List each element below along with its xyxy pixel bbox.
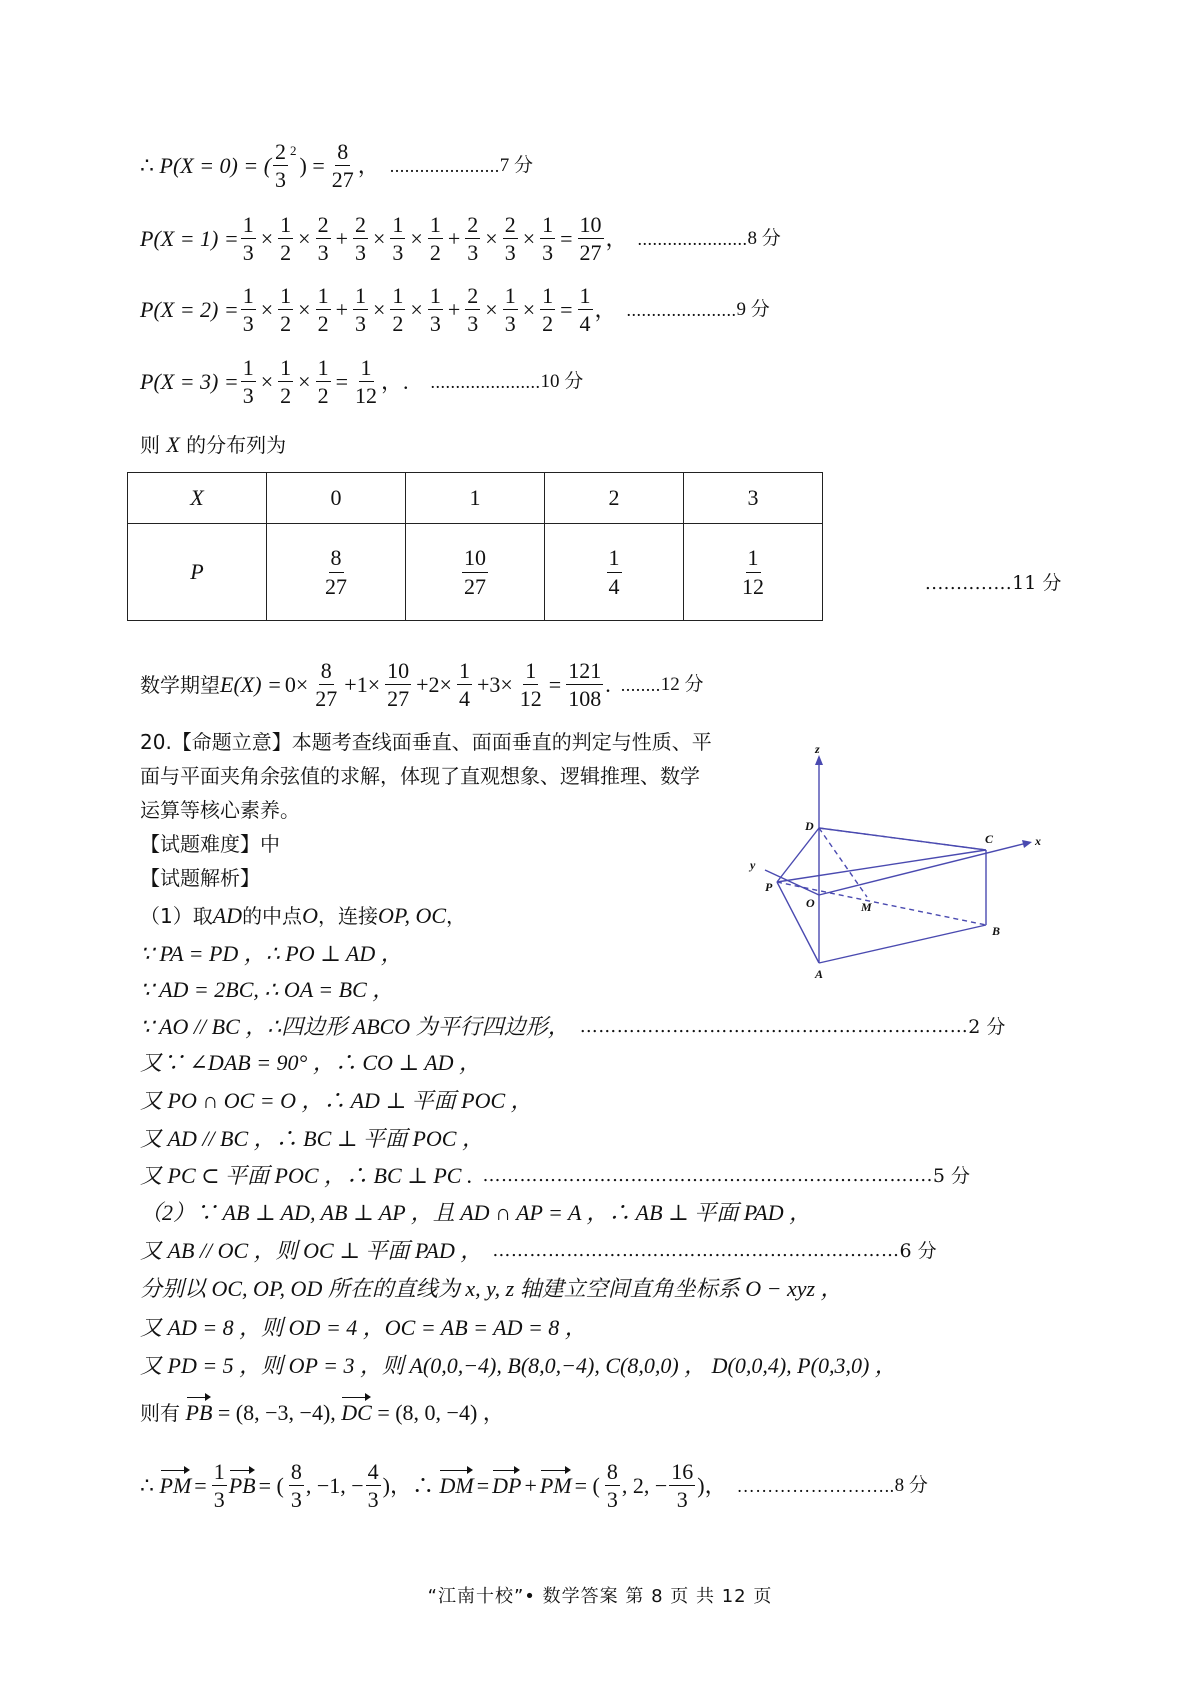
op: + [447, 296, 461, 322]
op: × [298, 368, 311, 394]
frac-den: 3 [213, 1487, 225, 1513]
x-axis-arrow-icon [1022, 840, 1032, 848]
table-cell [267, 524, 406, 621]
op: × [298, 296, 311, 322]
frac [540, 284, 555, 335]
frac-num: 1 [278, 356, 293, 382]
frac [740, 546, 766, 597]
y-axis [765, 870, 819, 895]
op: +3× [476, 671, 513, 697]
frac-den: 2 [429, 240, 441, 266]
punct: ， [594, 296, 617, 322]
vector-dc: DC [341, 1400, 372, 1425]
frac-den: 3 [504, 240, 516, 266]
op: × [522, 225, 536, 251]
step-6 [140, 1090, 533, 1112]
step-8 [140, 1165, 970, 1187]
table-cell: 0 [267, 473, 406, 524]
dots: …………………….. [736, 1475, 895, 1496]
x-axis [819, 843, 1027, 895]
vector-pb: PB [185, 1400, 213, 1425]
expectation-result [566, 659, 603, 710]
table-cell: 1 [406, 473, 545, 524]
frac-num: 8 [289, 1460, 304, 1486]
vector-dp: DP [492, 1472, 522, 1498]
analysis-text: 【试题解析】 [140, 866, 260, 890]
frac-den: 3 [392, 240, 404, 266]
frac [607, 546, 622, 597]
step-text: 又 AD // BC ，∴ BC ⊥ 平面 POC ， [140, 1126, 484, 1151]
vector-pb: PB [228, 1472, 256, 1498]
frac-den: 2 [542, 311, 554, 337]
op: = [560, 296, 573, 322]
frac [212, 1460, 227, 1511]
step-text: 又 AD = 8 ，则 OD = 4 ，OC = AB = AD = 8 ， [140, 1315, 587, 1340]
frac-den: 2 [280, 383, 292, 409]
op: + [447, 225, 461, 251]
vector-dm: DM [439, 1472, 474, 1498]
frac-num: 1 [746, 546, 761, 572]
op: × [485, 296, 498, 322]
frac [457, 659, 472, 710]
frac-num: 1 [540, 284, 555, 310]
step-11 [140, 1278, 843, 1300]
frac-num: 2 [465, 284, 480, 310]
table-cell [684, 524, 823, 621]
frac [503, 213, 518, 264]
intro-post: 的分布列为 [186, 433, 287, 457]
step-5 [140, 1052, 481, 1074]
intro-var: X [166, 432, 180, 457]
frac [241, 284, 256, 335]
step-text: ，连接 [317, 904, 378, 928]
punct: . [605, 671, 611, 697]
frac-num: 10 [385, 659, 411, 685]
dots: ........ [620, 674, 661, 695]
frac-den: 3 [542, 240, 554, 266]
frac [316, 284, 331, 335]
frac-num: 1 [316, 356, 331, 382]
distribution-intro [140, 434, 286, 456]
step-9 [140, 1202, 811, 1224]
prob-x3-result [353, 356, 379, 407]
q20-heading-text: 运算等核心素养。 [140, 798, 300, 822]
label-p: P [765, 880, 773, 894]
frac [428, 284, 443, 335]
op: × [485, 225, 498, 251]
frac [465, 213, 480, 264]
step-text: （2）∵ AB ⊥ AD, AB ⊥ AP ，且 AD ∩ AP = A ，∴ AB ⊥ 平面 PAD ， [140, 1200, 812, 1225]
prob-x2-result [578, 284, 593, 335]
step-text: ∵ AD = 2BC, ∴ OA = BC ， [140, 977, 395, 1002]
table-cell: 3 [684, 473, 823, 524]
step-text: 又∵ ∠DAB = 90° ，∴ CO ⊥ AD ， [140, 1050, 482, 1075]
step-12 [140, 1317, 587, 1339]
label-y: y [750, 858, 756, 872]
distribution-table [127, 472, 823, 621]
frac-num: 4 [366, 1460, 381, 1486]
frac [518, 659, 544, 710]
prob-x0-line [140, 140, 533, 191]
op: × [410, 225, 423, 251]
eq-sign: ) = [299, 152, 325, 178]
frac [385, 659, 411, 710]
frac-den: 12 [355, 383, 377, 409]
frac-den: 3 [606, 1487, 618, 1513]
frac [353, 213, 368, 264]
label-o: O [806, 896, 815, 910]
frac-num: 2 [465, 213, 480, 239]
label-a: A [815, 967, 824, 981]
step-14 [140, 1402, 505, 1424]
op: × [373, 296, 386, 322]
step-text: 分别以 OC, OP, OD 所在的直线为 x, y, z 轴建立空间直角坐标系 O − xyz ， [140, 1276, 843, 1301]
step-4 [140, 1016, 1005, 1038]
frac-num: 1 [428, 213, 443, 239]
frac-den: 3 [676, 1487, 688, 1513]
score-label: 5 分 [932, 1164, 970, 1187]
frac-num: 1 [390, 284, 405, 310]
frac-num: 1 [457, 659, 472, 685]
frac-den: 27 [464, 573, 486, 599]
score-label: 8 分 [894, 1475, 928, 1497]
op: × [260, 296, 274, 322]
therefore-symbol: ∴ [140, 152, 154, 178]
score-label: 2 分 [968, 1015, 1006, 1038]
frac-num: 1 [523, 659, 538, 685]
frac-num: 2 [503, 213, 518, 239]
punct: ， [446, 904, 467, 928]
score-label: 10 分 [540, 371, 584, 393]
frac-den: 3 [467, 240, 479, 266]
frac [503, 284, 518, 335]
op: 0× [284, 671, 309, 697]
dots: .............. [925, 572, 1013, 594]
dots: ……………………………………………………… [579, 1016, 969, 1037]
frac-num: 1 [353, 284, 368, 310]
frac [278, 213, 293, 264]
edge-dp [777, 828, 819, 882]
prob-x3-line [140, 356, 583, 407]
prob-x1-lhs: P(X = 1) = [140, 225, 239, 251]
frac-den: 27 [579, 240, 602, 266]
step-text: （1）取 [140, 904, 213, 928]
step-text: )，∴ [382, 1472, 434, 1498]
frac [323, 546, 349, 597]
frac-den: 3 [367, 1487, 379, 1513]
frac-num: 10 [578, 213, 604, 239]
step-1 [140, 905, 466, 927]
frac-num: 1 [578, 284, 593, 310]
dots: ...................... [637, 228, 748, 249]
dots: …………………………………………………………….... [482, 1165, 933, 1186]
frac-num: 1 [241, 356, 256, 382]
table-header-p: P [128, 524, 267, 621]
table-cell [545, 524, 684, 621]
frac-den: 27 [325, 573, 347, 599]
label-d: D [805, 819, 814, 833]
op: +2× [416, 671, 452, 697]
difficulty-text: 【试题难度】中 [140, 832, 280, 856]
frac [366, 1460, 381, 1511]
frac-den: 3 [242, 311, 254, 337]
step-text: = (8, −3, −4), [217, 1400, 336, 1425]
pyramid-coordinate-figure [735, 745, 1045, 995]
table-row [128, 473, 823, 524]
base-fraction [273, 140, 288, 191]
score-label: 7 分 [499, 155, 534, 177]
segments-op-oc: OP, OC [377, 903, 447, 928]
frac-num: 10 [462, 546, 488, 572]
frac-num: 8 [329, 546, 344, 572]
frac-num: 8 [335, 140, 350, 166]
segment-ad: AD [212, 903, 243, 928]
op: = [560, 225, 573, 251]
step-text: ∵ PA = PD ，∴ PO ⊥ AD ， [140, 941, 403, 966]
frac-den: 3 [317, 240, 329, 266]
prob-x3-lhs: P(X = 3) = [140, 368, 239, 394]
frac-num: 1 [607, 546, 622, 572]
frac-den: 3 [355, 240, 366, 266]
op: × [260, 368, 274, 394]
prob-x2-line [140, 284, 770, 335]
frac-den: 3 [429, 311, 441, 337]
frac-num: 1 [540, 213, 555, 239]
frac-den: 27 [315, 686, 338, 712]
score-label: 8 分 [747, 228, 781, 250]
punct: ， [605, 225, 628, 251]
dots: ...................... [389, 155, 500, 176]
op: = [548, 671, 562, 697]
op: + [335, 296, 348, 322]
expectation-label: 数学期望 [140, 672, 220, 697]
frac [278, 284, 293, 335]
frac [390, 213, 405, 264]
q20-analysis-title [140, 868, 260, 888]
op: + [335, 225, 348, 251]
dots: …………………………………………………...…… [492, 1240, 900, 1261]
dashed-dm [819, 828, 867, 897]
frac-den: 3 [275, 167, 287, 193]
q20-heading-text: 20.【命题立意】本题考查线面垂直、面面垂直的判定与性质、平 [140, 730, 712, 754]
frac-num: 1 [241, 213, 256, 239]
op: = [194, 1472, 207, 1498]
frac-num: 1 [428, 284, 443, 310]
edge-pc [777, 850, 986, 882]
step-text: 又 PC ⊂ 平面 POC ，∴ BC ⊥ PC . [140, 1163, 473, 1188]
frac-num: 1 [212, 1460, 227, 1486]
frac-den: 2 [280, 240, 292, 266]
frac [289, 1460, 304, 1511]
frac-num: 8 [605, 1460, 620, 1486]
step-text: 则有 [140, 1401, 180, 1425]
prob-x2-lhs: P(X = 2) = [140, 296, 239, 322]
frac-den: 4 [579, 311, 591, 337]
prob-x1-line [140, 213, 781, 264]
frac [316, 213, 331, 264]
prob-x1-result [578, 213, 604, 264]
prob-x0-lhs: P(X = 0) = ( [159, 152, 272, 178]
punct: ， [357, 152, 380, 178]
score-label: 12 分 [660, 674, 704, 696]
op: = ( [574, 1472, 600, 1498]
frac-num: 1 [316, 284, 331, 310]
punct: ，. [381, 368, 409, 394]
frac-den: 2 [317, 311, 329, 337]
step-text: 又 PO ∩ OC = O ，∴ AD ⊥ 平面 POC ， [140, 1088, 533, 1113]
frac [669, 1460, 695, 1511]
op: +1× [344, 671, 381, 697]
frac-den: 27 [387, 686, 410, 712]
frac [353, 284, 368, 335]
label-m: M [861, 900, 872, 914]
footer-text: “江南十校”• 数学答案 第 8 页 共 12 页 [427, 1586, 773, 1607]
frac-num: 2 [273, 140, 288, 166]
frac-num: 1 [278, 284, 293, 310]
step-text: )， [697, 1472, 727, 1498]
frac-den: 27 [331, 167, 354, 193]
frac-den: 3 [467, 311, 479, 337]
z-axis-arrow-icon [815, 755, 823, 765]
frac-den: 3 [242, 383, 254, 409]
edge-pa [777, 882, 819, 963]
frac-num: 1 [503, 284, 518, 310]
step-text: 又 PD = 5 ，则 OP = 3 ，则 A(0,0,−4), B(8,0,−4), C(8,0,0) ， D(0,0,4), P(0,3,0) ， [140, 1353, 897, 1378]
op: × [298, 225, 311, 251]
table-cell: 2 [545, 473, 684, 524]
step-10 [140, 1240, 937, 1262]
frac-den: 2 [317, 383, 329, 409]
step-3 [140, 979, 394, 1001]
point-o: O [302, 903, 318, 928]
frac-den: 12 [742, 573, 764, 599]
frac [278, 356, 293, 407]
label-z: z [815, 745, 820, 756]
step-text: , 2, − [621, 1472, 668, 1498]
step-2 [140, 943, 403, 965]
frac-den: 3 [504, 311, 516, 337]
frac-num: 16 [669, 1460, 695, 1486]
therefore-symbol: ∴ [140, 1472, 154, 1498]
frac-den: 2 [280, 311, 292, 337]
q20-heading-2 [140, 766, 700, 786]
step-text: 又 AB // OC ，则 OC ⊥ 平面 PAD ， [140, 1238, 483, 1263]
prob-x0-result [330, 140, 356, 191]
label-c: C [985, 832, 994, 846]
frac-num: 121 [566, 659, 603, 685]
score-label: 11 分 [1012, 572, 1062, 594]
frac [462, 546, 488, 597]
frac-den: 4 [458, 686, 470, 712]
dots: ...................... [626, 299, 737, 320]
step-7 [140, 1128, 484, 1150]
frac [241, 213, 256, 264]
frac-num: 8 [319, 659, 334, 685]
op: × [410, 296, 423, 322]
expectation-line [140, 659, 703, 710]
page-footer [0, 1582, 1200, 1608]
frac [241, 356, 256, 407]
exponent: 2 [290, 143, 297, 158]
q20-difficulty [140, 834, 280, 854]
frac-num: 1 [278, 213, 293, 239]
frac [465, 284, 480, 335]
op: = ( [258, 1472, 284, 1498]
frac-den: 108 [568, 686, 602, 712]
frac-den: 3 [242, 240, 254, 266]
table-cell [406, 524, 545, 621]
frac [540, 213, 555, 264]
q20-heading [140, 732, 712, 752]
frac-den: 3 [290, 1487, 302, 1513]
frac-num: 2 [353, 213, 368, 239]
frac-den: 3 [355, 311, 366, 337]
q20-heading-3 [140, 800, 300, 820]
step-text: ∵ AO // BC ，∴四边形 ABCO 为平行四边形， [140, 1014, 570, 1039]
expectation-lhs: E(X) = [220, 671, 282, 697]
score-label: 6 分 [899, 1239, 937, 1262]
vector-pm: PM [159, 1472, 192, 1498]
op: × [260, 225, 274, 251]
step-15 [140, 1460, 928, 1511]
table-header-x: X [128, 473, 267, 524]
frac [316, 356, 331, 407]
frac [390, 284, 405, 335]
op: × [522, 296, 536, 322]
step-text: , −1, − [305, 1472, 364, 1498]
frac-num: 1 [241, 284, 256, 310]
frac-num: 1 [390, 213, 405, 239]
label-x: x [1035, 834, 1041, 848]
q20-heading-text: 面与平面夹角余弦值的求解，体现了直观想象、逻辑推理、数学 [140, 764, 700, 788]
frac [428, 213, 443, 264]
op: × [373, 225, 386, 251]
edge-ba [819, 925, 986, 963]
score-label: 9 分 [736, 299, 770, 321]
table-row [128, 524, 823, 621]
frac-den: 4 [608, 573, 620, 599]
frac-num: 1 [359, 356, 374, 382]
dots: ...................... [430, 371, 541, 392]
op: + [524, 1472, 537, 1498]
frac-den: 12 [519, 686, 542, 712]
intro-pre: 则 [140, 433, 160, 457]
step-text: = (8, 0, −4) ， [377, 1400, 505, 1425]
frac-den: 2 [392, 311, 404, 337]
table-score [925, 574, 1061, 593]
step-text: 的中点 [242, 904, 303, 928]
frac-num: 2 [316, 213, 331, 239]
frac [313, 659, 339, 710]
frac [605, 1460, 620, 1511]
label-b: B [992, 924, 1001, 938]
op: = [476, 1472, 490, 1498]
op: = [335, 368, 348, 394]
vector-pm: PM [539, 1472, 572, 1498]
step-13 [140, 1355, 897, 1377]
